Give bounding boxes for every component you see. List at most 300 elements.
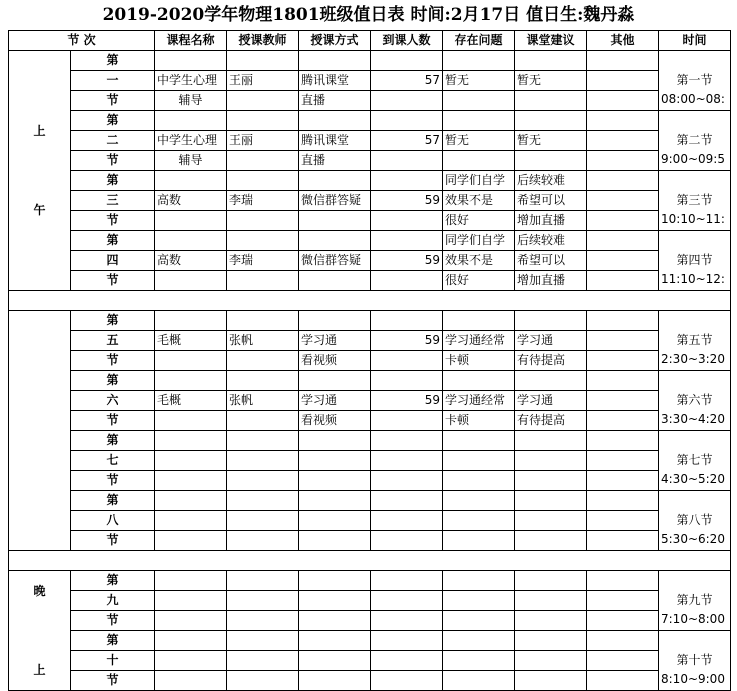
attendance-cell[interactable] <box>371 451 443 471</box>
other-cell[interactable] <box>587 351 659 371</box>
table-row <box>9 311 731 331</box>
course-cell[interactable] <box>155 591 227 611</box>
teacher-cell[interactable]: 王丽 <box>227 131 299 151</box>
period-time: 9:00~09:5 <box>661 151 725 166</box>
issues-cell[interactable]: 暂无 <box>443 71 515 91</box>
method-cell[interactable] <box>299 471 371 491</box>
method-cell[interactable]: 学习通 <box>299 391 371 411</box>
teacher-cell[interactable] <box>227 491 299 511</box>
advice-cell[interactable]: 后续较难 <box>515 171 587 191</box>
period-time: 08:00~08: <box>661 91 725 106</box>
attendance-cell[interactable]: 59 <box>371 191 443 211</box>
table-row <box>9 431 731 451</box>
course-cell[interactable] <box>155 631 227 651</box>
period-name: 第三节 <box>676 192 713 207</box>
method-cell[interactable] <box>299 211 371 231</box>
method-cell[interactable] <box>299 491 371 511</box>
other-cell[interactable] <box>587 671 659 691</box>
attendance-cell[interactable] <box>371 531 443 551</box>
time-cell[interactable] <box>659 571 731 631</box>
attendance-cell[interactable] <box>371 651 443 671</box>
period-label: 四 <box>71 251 155 271</box>
advice-cell[interactable] <box>515 531 587 551</box>
issues-cell[interactable]: 效果不是 <box>443 191 515 211</box>
period-label: 七 <box>71 451 155 471</box>
course-cell[interactable] <box>155 411 227 431</box>
issues-cell[interactable]: 同学们自学 <box>443 171 515 191</box>
header-other: 其他 <box>587 31 659 51</box>
other-cell[interactable] <box>587 571 659 591</box>
session-morning <box>9 51 71 291</box>
period-name: 第十节 <box>676 652 713 667</box>
course-cell[interactable] <box>155 431 227 451</box>
method-cell[interactable] <box>299 51 371 71</box>
issues-cell[interactable] <box>443 151 515 171</box>
other-cell[interactable] <box>587 211 659 231</box>
attendance-cell[interactable] <box>371 611 443 631</box>
table-row <box>9 511 731 531</box>
attendance-cell[interactable] <box>371 671 443 691</box>
period-label: 节 <box>71 271 155 291</box>
issues-cell[interactable] <box>443 491 515 511</box>
teacher-cell[interactable] <box>227 231 299 251</box>
attendance-cell[interactable] <box>371 511 443 531</box>
table-row <box>9 111 731 131</box>
advice-cell[interactable] <box>515 591 587 611</box>
issues-cell[interactable] <box>443 471 515 491</box>
other-cell[interactable] <box>587 371 659 391</box>
teacher-cell[interactable]: 张帆 <box>227 331 299 351</box>
course-cell[interactable]: 高数 <box>155 251 227 271</box>
other-cell[interactable] <box>587 131 659 151</box>
teacher-cell[interactable] <box>227 611 299 631</box>
period-time: 7:10~8:00 <box>661 611 725 626</box>
attendance-cell[interactable] <box>371 351 443 371</box>
time-cell[interactable] <box>659 311 731 371</box>
attendance-cell[interactable] <box>371 431 443 451</box>
table-row <box>9 651 731 671</box>
table-row <box>9 331 731 351</box>
method-cell[interactable] <box>299 591 371 611</box>
method-cell[interactable]: 微信群答疑 <box>299 191 371 211</box>
period-label: 节 <box>71 351 155 371</box>
method-cell[interactable] <box>299 271 371 291</box>
period-time: 8:10~9:00 <box>661 671 725 686</box>
teacher-cell[interactable] <box>227 651 299 671</box>
teacher-cell[interactable] <box>227 311 299 331</box>
course-cell[interactable] <box>155 611 227 631</box>
issues-cell[interactable] <box>443 311 515 331</box>
advice-cell[interactable]: 增加直播 <box>515 271 587 291</box>
other-cell[interactable] <box>587 431 659 451</box>
period-label: 第 <box>71 431 155 451</box>
advice-cell[interactable] <box>515 631 587 651</box>
table-row <box>9 571 731 591</box>
advice-cell[interactable] <box>515 451 587 471</box>
header-course: 课程名称 <box>155 31 227 51</box>
method-cell[interactable]: 学习通 <box>299 331 371 351</box>
teacher-cell[interactable] <box>227 51 299 71</box>
advice-cell[interactable] <box>515 511 587 531</box>
header-period: 节 次 <box>9 31 155 51</box>
table-row <box>9 611 731 631</box>
issues-cell[interactable] <box>443 631 515 651</box>
teacher-cell[interactable] <box>227 371 299 391</box>
attendance-cell[interactable] <box>371 171 443 191</box>
attendance-cell[interactable] <box>371 151 443 171</box>
other-cell[interactable] <box>587 111 659 131</box>
attendance-cell[interactable] <box>371 471 443 491</box>
issues-cell[interactable] <box>443 671 515 691</box>
method-cell[interactable]: 直播 <box>299 151 371 171</box>
method-cell[interactable]: 腾讯课堂 <box>299 71 371 91</box>
other-cell[interactable] <box>587 651 659 671</box>
issues-cell[interactable] <box>443 431 515 451</box>
other-cell[interactable] <box>587 631 659 651</box>
session-label: 上 <box>33 662 46 677</box>
period-label: 节 <box>71 471 155 491</box>
advice-cell[interactable] <box>515 91 587 111</box>
issues-cell[interactable]: 很好 <box>443 211 515 231</box>
section-gap-row <box>9 291 731 311</box>
teacher-cell[interactable]: 李瑞 <box>227 251 299 271</box>
course-cell[interactable]: 中学生心理 <box>155 131 227 151</box>
advice-cell[interactable] <box>515 311 587 331</box>
header-method: 授课方式 <box>299 31 371 51</box>
table-row <box>9 351 731 371</box>
attendance-cell[interactable] <box>371 271 443 291</box>
advice-cell[interactable] <box>515 471 587 491</box>
period-label: 节 <box>71 671 155 691</box>
attendance-cell[interactable] <box>371 491 443 511</box>
issues-cell[interactable]: 很好 <box>443 271 515 291</box>
duty-roster-table <box>8 30 731 691</box>
teacher-cell[interactable]: 王丽 <box>227 71 299 91</box>
course-cell[interactable] <box>155 531 227 551</box>
course-cell[interactable] <box>155 211 227 231</box>
table-row <box>9 251 731 271</box>
other-cell[interactable] <box>587 71 659 91</box>
other-cell[interactable] <box>587 171 659 191</box>
course-cell[interactable] <box>155 51 227 71</box>
attendance-cell[interactable] <box>371 311 443 331</box>
table-row <box>9 451 731 471</box>
issues-cell[interactable] <box>443 611 515 631</box>
issues-cell[interactable] <box>443 371 515 391</box>
attendance-cell[interactable] <box>371 571 443 591</box>
other-cell[interactable] <box>587 451 659 471</box>
course-cell[interactable]: 辅导 <box>155 91 227 111</box>
course-cell[interactable]: 毛概 <box>155 331 227 351</box>
other-cell[interactable] <box>587 511 659 531</box>
other-cell[interactable] <box>587 591 659 611</box>
other-cell[interactable] <box>587 271 659 291</box>
teacher-cell[interactable] <box>227 511 299 531</box>
method-cell[interactable] <box>299 111 371 131</box>
issues-cell[interactable] <box>443 451 515 471</box>
table-row <box>9 591 731 611</box>
advice-cell[interactable]: 暂无 <box>515 131 587 151</box>
other-cell[interactable] <box>587 471 659 491</box>
attendance-cell[interactable]: 57 <box>371 131 443 151</box>
advice-cell[interactable]: 有待提高 <box>515 411 587 431</box>
course-cell[interactable] <box>155 351 227 371</box>
teacher-cell[interactable] <box>227 91 299 111</box>
attendance-cell[interactable] <box>371 591 443 611</box>
advice-cell[interactable]: 学习通 <box>515 331 587 351</box>
advice-cell[interactable]: 增加直播 <box>515 211 587 231</box>
other-cell[interactable] <box>587 91 659 111</box>
course-cell[interactable] <box>155 651 227 671</box>
table-row <box>9 391 731 411</box>
teacher-cell[interactable] <box>227 671 299 691</box>
period-time: 10:10~11: <box>661 211 725 226</box>
session-cell <box>9 311 71 551</box>
period-label: 节 <box>71 531 155 551</box>
method-cell[interactable] <box>299 511 371 531</box>
attendance-cell[interactable] <box>371 111 443 131</box>
course-cell[interactable] <box>155 451 227 471</box>
issues-cell[interactable]: 卡顿 <box>443 411 515 431</box>
course-cell[interactable] <box>155 511 227 531</box>
attendance-cell[interactable]: 59 <box>371 391 443 411</box>
advice-cell[interactable] <box>515 51 587 71</box>
table-row <box>9 151 731 171</box>
gap-cell <box>9 291 731 311</box>
other-cell[interactable] <box>587 151 659 171</box>
advice-cell[interactable]: 希望可以 <box>515 191 587 211</box>
teacher-cell[interactable] <box>227 211 299 231</box>
teacher-cell[interactable] <box>227 411 299 431</box>
time-cell[interactable] <box>659 171 731 231</box>
advice-cell[interactable] <box>515 111 587 131</box>
course-cell[interactable] <box>155 571 227 591</box>
issues-cell[interactable]: 暂无 <box>443 131 515 151</box>
issues-cell[interactable] <box>443 651 515 671</box>
teacher-cell[interactable] <box>227 111 299 131</box>
period-label: 九 <box>71 591 155 611</box>
period-label: 六 <box>71 391 155 411</box>
advice-cell[interactable]: 暂无 <box>515 71 587 91</box>
method-cell[interactable] <box>299 171 371 191</box>
header-advice: 课堂建议 <box>515 31 587 51</box>
issues-cell[interactable] <box>443 111 515 131</box>
time-cell[interactable] <box>659 111 731 171</box>
table-row <box>9 631 731 651</box>
teacher-cell[interactable] <box>227 351 299 371</box>
advice-cell[interactable] <box>515 431 587 451</box>
advice-cell[interactable]: 学习通 <box>515 391 587 411</box>
period-label: 节 <box>71 611 155 631</box>
time-cell[interactable] <box>659 491 731 551</box>
attendance-cell[interactable]: 59 <box>371 331 443 351</box>
course-cell[interactable]: 辅导 <box>155 151 227 171</box>
advice-cell[interactable] <box>515 371 587 391</box>
session-label: 午 <box>33 202 46 217</box>
teacher-cell[interactable] <box>227 171 299 191</box>
course-cell[interactable] <box>155 111 227 131</box>
issues-cell[interactable] <box>443 511 515 531</box>
advice-cell[interactable] <box>515 151 587 171</box>
method-cell[interactable]: 看视频 <box>299 351 371 371</box>
teacher-cell[interactable] <box>227 631 299 651</box>
sheet-title: 2019-2020学年物理1801班级值日表 时间:2月17日 值日生:魏丹淼 <box>102 5 635 25</box>
attendance-cell[interactable] <box>371 371 443 391</box>
other-cell[interactable] <box>587 331 659 351</box>
time-cell[interactable] <box>659 51 731 111</box>
issues-cell[interactable] <box>443 531 515 551</box>
attendance-cell[interactable] <box>371 631 443 651</box>
issues-cell[interactable] <box>443 51 515 71</box>
course-cell[interactable] <box>155 491 227 511</box>
issues-cell[interactable] <box>443 91 515 111</box>
issues-cell[interactable]: 效果不是 <box>443 251 515 271</box>
period-label: 第 <box>71 231 155 251</box>
teacher-cell[interactable] <box>227 531 299 551</box>
header-time: 时间 <box>659 31 731 51</box>
table-row <box>9 51 731 71</box>
advice-cell[interactable]: 有待提高 <box>515 351 587 371</box>
table-row <box>9 491 731 511</box>
table-row <box>9 191 731 211</box>
method-cell[interactable] <box>299 651 371 671</box>
other-cell[interactable] <box>587 531 659 551</box>
course-cell[interactable]: 高数 <box>155 191 227 211</box>
attendance-cell[interactable] <box>371 411 443 431</box>
table-row <box>9 271 731 291</box>
period-label: 第 <box>71 491 155 511</box>
teacher-cell[interactable] <box>227 431 299 451</box>
time-cell[interactable] <box>659 431 731 491</box>
other-cell[interactable] <box>587 311 659 331</box>
period-label: 五 <box>71 331 155 351</box>
teacher-cell[interactable]: 张帆 <box>227 391 299 411</box>
section-gap-row <box>9 551 731 571</box>
attendance-cell[interactable]: 57 <box>371 71 443 91</box>
method-cell[interactable] <box>299 311 371 331</box>
course-cell[interactable] <box>155 471 227 491</box>
course-cell[interactable] <box>155 671 227 691</box>
teacher-cell[interactable] <box>227 471 299 491</box>
other-cell[interactable] <box>587 251 659 271</box>
other-cell[interactable] <box>587 611 659 631</box>
period-name: 第二节 <box>676 132 713 147</box>
method-cell[interactable] <box>299 611 371 631</box>
period-label: 第 <box>71 571 155 591</box>
period-name: 第八节 <box>676 512 713 527</box>
header-teacher: 授课教师 <box>227 31 299 51</box>
course-cell[interactable]: 毛概 <box>155 391 227 411</box>
method-cell[interactable] <box>299 451 371 471</box>
teacher-cell[interactable] <box>227 451 299 471</box>
advice-cell[interactable] <box>515 671 587 691</box>
period-time: 4:30~5:20 <box>661 471 725 486</box>
course-cell[interactable] <box>155 171 227 191</box>
teacher-cell[interactable] <box>227 571 299 591</box>
method-cell[interactable] <box>299 571 371 591</box>
other-cell[interactable] <box>587 411 659 431</box>
session-evening <box>9 571 71 691</box>
teacher-cell[interactable]: 李瑞 <box>227 191 299 211</box>
advice-cell[interactable]: 希望可以 <box>515 251 587 271</box>
attendance-cell[interactable] <box>371 91 443 111</box>
method-cell[interactable]: 看视频 <box>299 411 371 431</box>
table-row <box>9 171 731 191</box>
method-cell[interactable]: 微信群答疑 <box>299 251 371 271</box>
period-label: 二 <box>71 131 155 151</box>
issues-cell[interactable]: 同学们自学 <box>443 231 515 251</box>
teacher-cell[interactable] <box>227 591 299 611</box>
time-cell[interactable] <box>659 371 731 431</box>
method-cell[interactable] <box>299 371 371 391</box>
course-cell[interactable] <box>155 271 227 291</box>
method-cell[interactable] <box>299 431 371 451</box>
issues-cell[interactable] <box>443 571 515 591</box>
attendance-cell[interactable]: 59 <box>371 251 443 271</box>
other-cell[interactable] <box>587 391 659 411</box>
advice-cell[interactable] <box>515 611 587 631</box>
method-cell[interactable] <box>299 531 371 551</box>
period-label: 第 <box>71 311 155 331</box>
advice-cell[interactable]: 后续较难 <box>515 231 587 251</box>
issues-cell[interactable]: 卡顿 <box>443 351 515 371</box>
table-row <box>9 131 731 151</box>
attendance-cell[interactable] <box>371 211 443 231</box>
period-label: 一 <box>71 71 155 91</box>
advice-cell[interactable] <box>515 651 587 671</box>
method-cell[interactable]: 直播 <box>299 91 371 111</box>
time-cell[interactable] <box>659 631 731 691</box>
header-attendance: 到课人数 <box>371 31 443 51</box>
period-label: 三 <box>71 191 155 211</box>
period-time: 2:30~3:20 <box>661 351 725 366</box>
table-row <box>9 411 731 431</box>
period-time: 3:30~4:20 <box>661 411 725 426</box>
course-cell[interactable] <box>155 371 227 391</box>
course-cell[interactable] <box>155 311 227 331</box>
other-cell[interactable] <box>587 51 659 71</box>
course-cell[interactable]: 中学生心理 <box>155 71 227 91</box>
issues-cell[interactable]: 学习通经常 <box>443 391 515 411</box>
other-cell[interactable] <box>587 491 659 511</box>
time-cell[interactable] <box>659 231 731 291</box>
table-row <box>9 371 731 391</box>
method-cell[interactable]: 腾讯课堂 <box>299 131 371 151</box>
issues-cell[interactable] <box>443 591 515 611</box>
period-label: 节 <box>71 91 155 111</box>
attendance-cell[interactable] <box>371 51 443 71</box>
method-cell[interactable] <box>299 671 371 691</box>
attendance-cell[interactable] <box>371 231 443 251</box>
teacher-cell[interactable] <box>227 151 299 171</box>
gap-cell <box>9 551 731 571</box>
table-row <box>9 91 731 111</box>
header-issues: 存在问题 <box>443 31 515 51</box>
table-row <box>9 71 731 91</box>
issues-cell[interactable]: 学习通经常 <box>443 331 515 351</box>
period-label: 第 <box>71 111 155 131</box>
course-cell[interactable] <box>155 231 227 251</box>
advice-cell[interactable] <box>515 571 587 591</box>
period-label: 八 <box>71 511 155 531</box>
teacher-cell[interactable] <box>227 271 299 291</box>
other-cell[interactable] <box>587 191 659 211</box>
advice-cell[interactable] <box>515 491 587 511</box>
period-name: 第七节 <box>676 452 713 467</box>
method-cell[interactable] <box>299 231 371 251</box>
method-cell[interactable] <box>299 631 371 651</box>
other-cell[interactable] <box>587 231 659 251</box>
